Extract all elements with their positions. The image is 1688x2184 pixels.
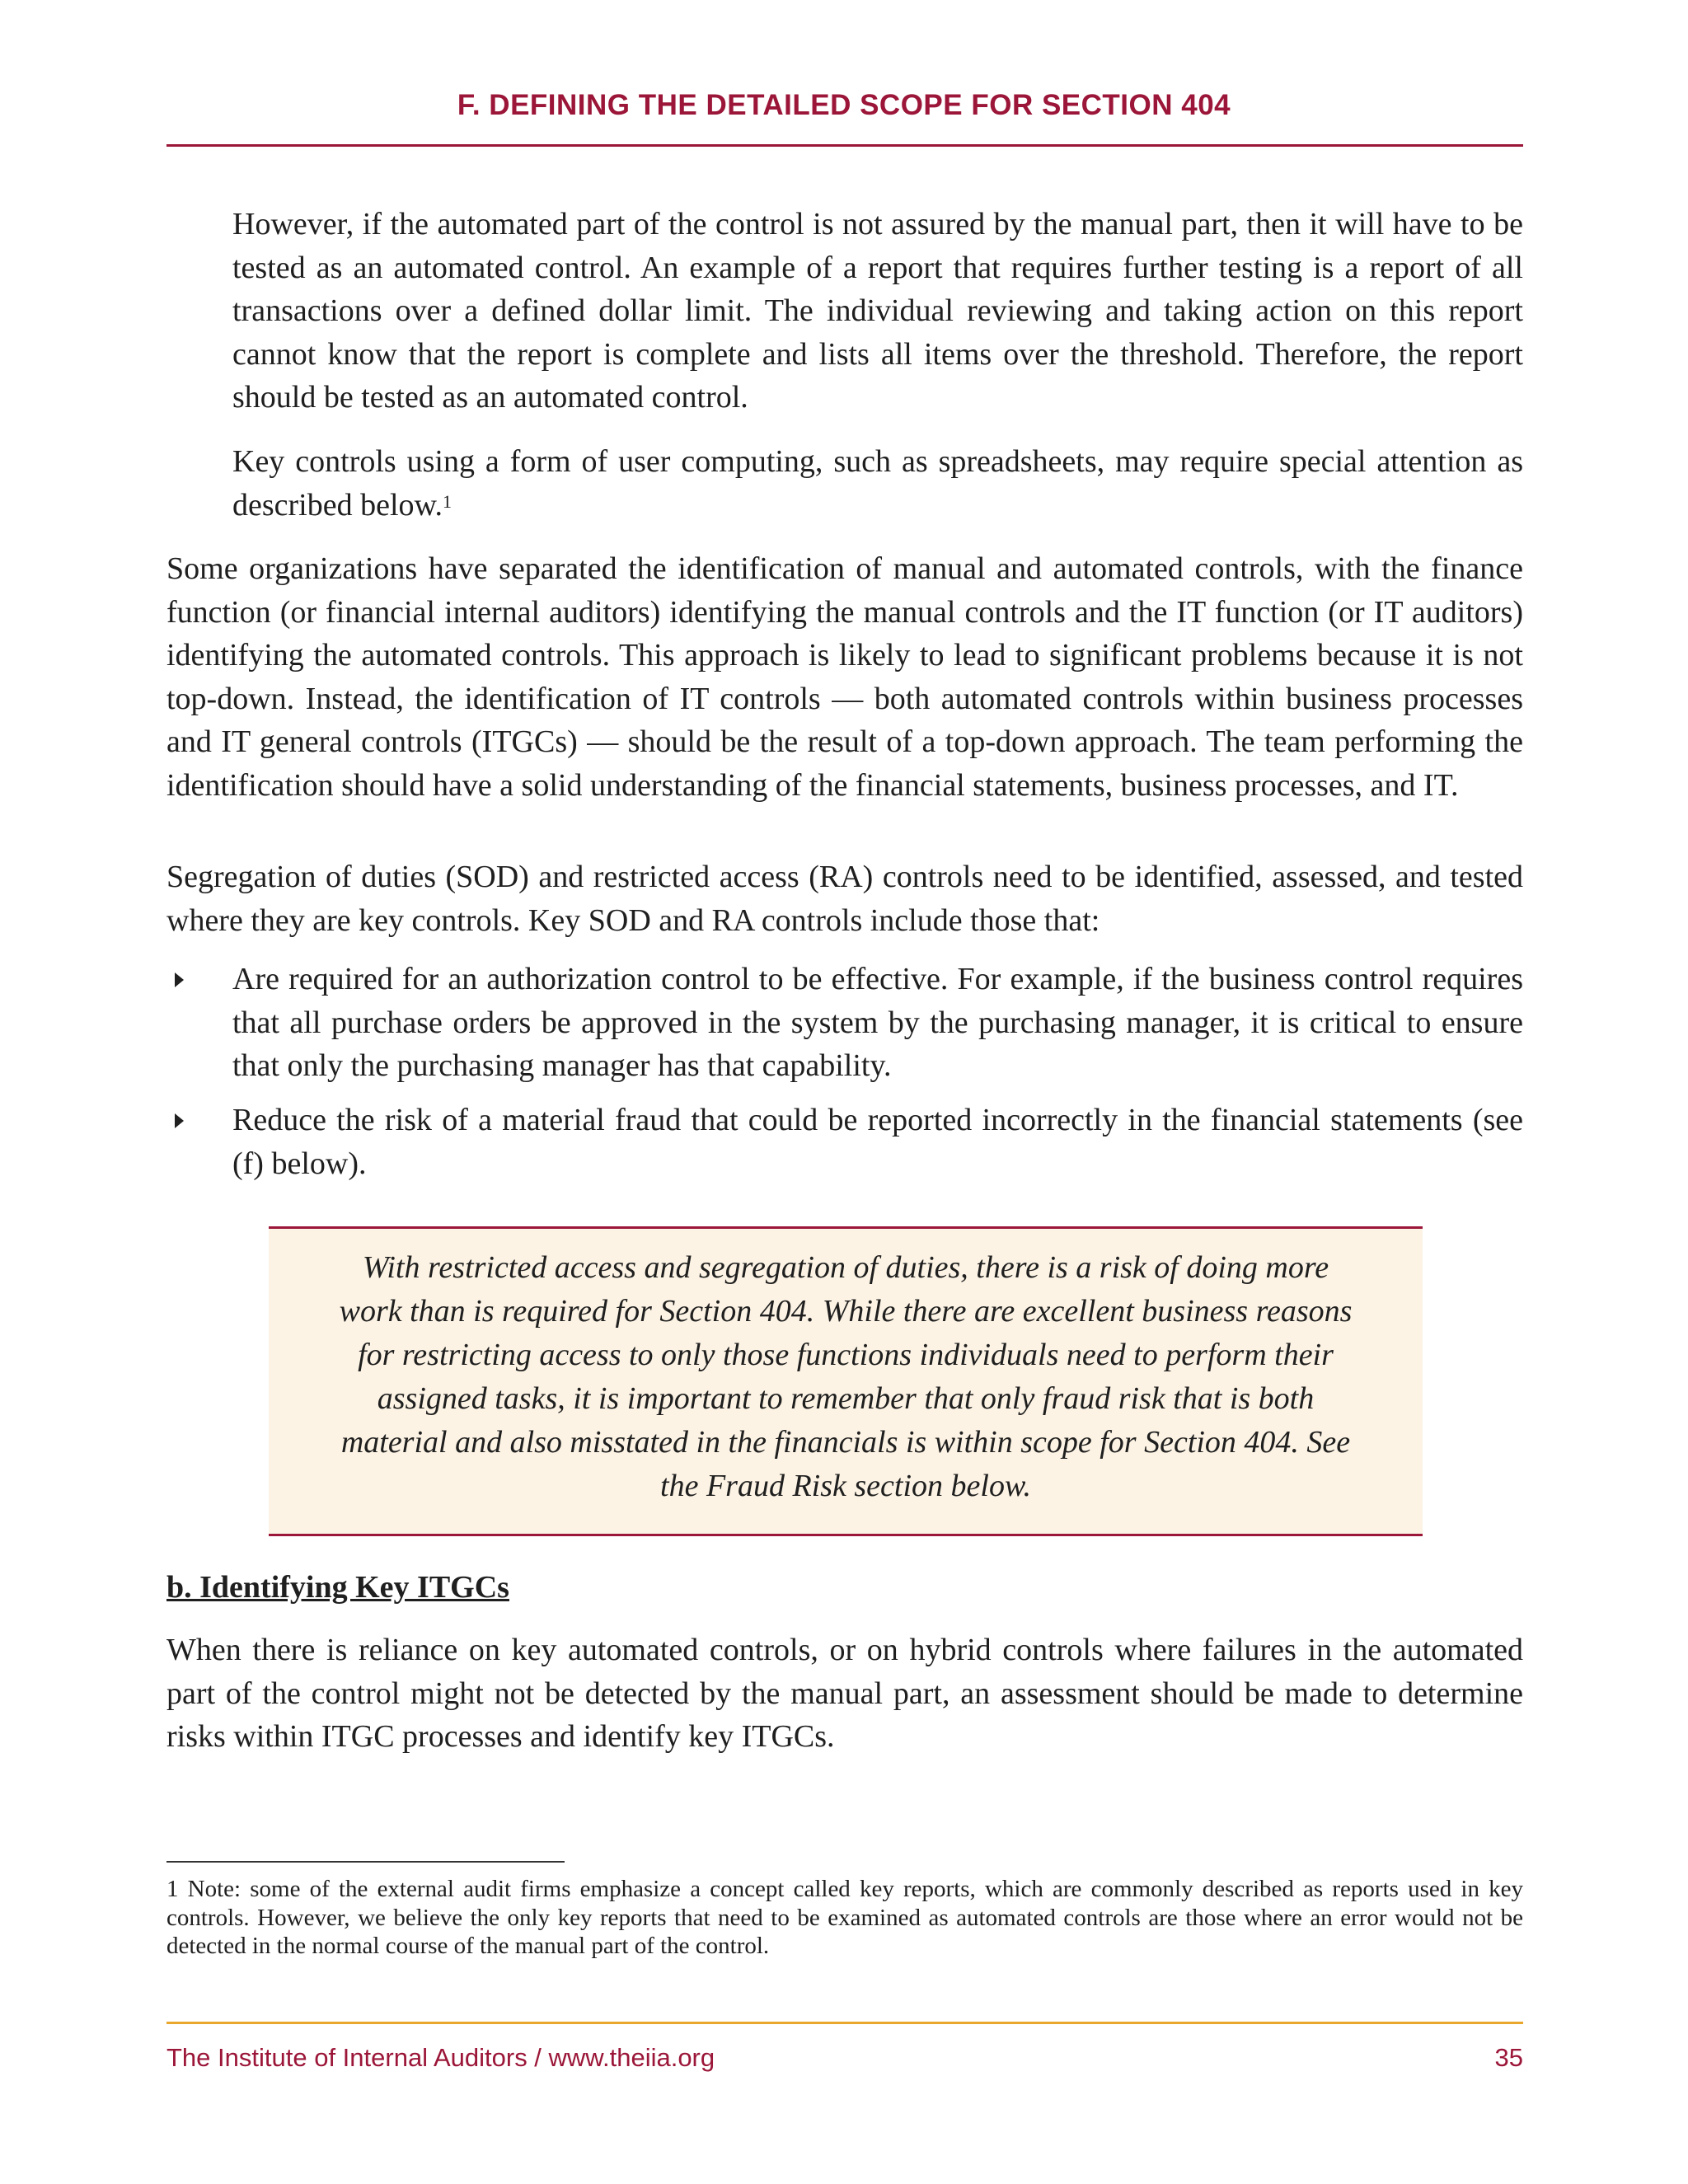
footer-source: The Institute of Internal Auditors / www.theiia.org <box>166 2043 715 2072</box>
paragraph-sod-ra: Segregation of duties (SOD) and restricted access (RA) controls need to be identified, assessed, and tested where they are key controls. Key SOD and RA controls include those that: <box>166 860 1523 938</box>
triangle-bullet-icon <box>175 972 184 987</box>
footer-rule <box>166 2022 1523 2024</box>
paragraph-user-computing-text: Key controls using a form of user computing, such as spreadsheets, may require special attention as described below. <box>232 444 1523 523</box>
footnote-rule <box>166 1861 565 1863</box>
paragraph-manual-automated: Some organizations have separated the identification of manual and automated controls, with the finance function (or financial internal auditors) identifying the manual controls and the IT function (or IT auditors) identifying the automated controls. This approach is likely to lead to significant problems because it is not top-down. Instead, the identification of IT controls — both automated controls within business processes and IT general controls (ITGCs) — should be the result of a top-down approach. The team performing the identification should have a solid understanding of the financial statements, business processes, and IT. <box>166 551 1523 803</box>
paragraph-user-computing <box>232 440 1523 527</box>
running-header: F. DEFINING THE DETAILED SCOPE FOR SECTION 404 <box>457 89 1231 121</box>
paragraph-key-itgcs: When there is reliance on key automated controls, or on hybrid controls where failures in the automated part of the control might not be detected by the manual part, an assessment should be made to determine risks within ITGC processes and identify key ITGCs. <box>166 1633 1523 1754</box>
bullet-item-authorization: Are required for an authorization control to be effective. For example, if the business control requires that all purchase orders be approved in the system by the purchasing manager, it is critical to ensure that only the purchasing manager has that capability. <box>232 962 1523 1083</box>
header-rule <box>166 144 1523 147</box>
callout-box <box>269 1226 1423 1536</box>
page-number: 35 <box>1494 2043 1523 2072</box>
section-heading-identifying-key-itgcs: b. Identifying Key ITGCs <box>166 1570 509 1605</box>
triangle-bullet-icon <box>175 1113 184 1128</box>
bullet-item-fraud: Reduce the risk of a material fraud that could be reported incorrectly in the financial statements (see (f) below). <box>232 1103 1523 1181</box>
callout-text: With restricted access and segregation of duties, there is a risk of doing more work than is required for Section 404. While there are excellent business reasons for restricting access to only those functions individuals need to perform their assigned tasks, it is important to remember that only fraud risk that is both material and also misstated in the financials is within scope for Section 404. See the Fraud Risk section below. <box>339 1250 1353 1503</box>
footnote-reference: 1 <box>443 490 452 512</box>
paragraph-automated-part: However, if the automated part of the control is not assured by the manual part, then it will have to be tested as an automated control. An example of a report that requires further testing is a report of all transactions over a defined dollar limit. The individual reviewing and taking action on this report cannot know that the report is complete and lists all items over the threshold. Therefore, the report should be tested as an automated control. <box>232 207 1523 415</box>
footnote-1: 1 Note: some of the external audit firms emphasize a concept called key reports, which are commonly described as reports used in key controls. However, we believe the only key reports that need to be examined as automated controls are those where an error would not be detected in the normal course of the manual part of the control. <box>166 1876 1523 1959</box>
